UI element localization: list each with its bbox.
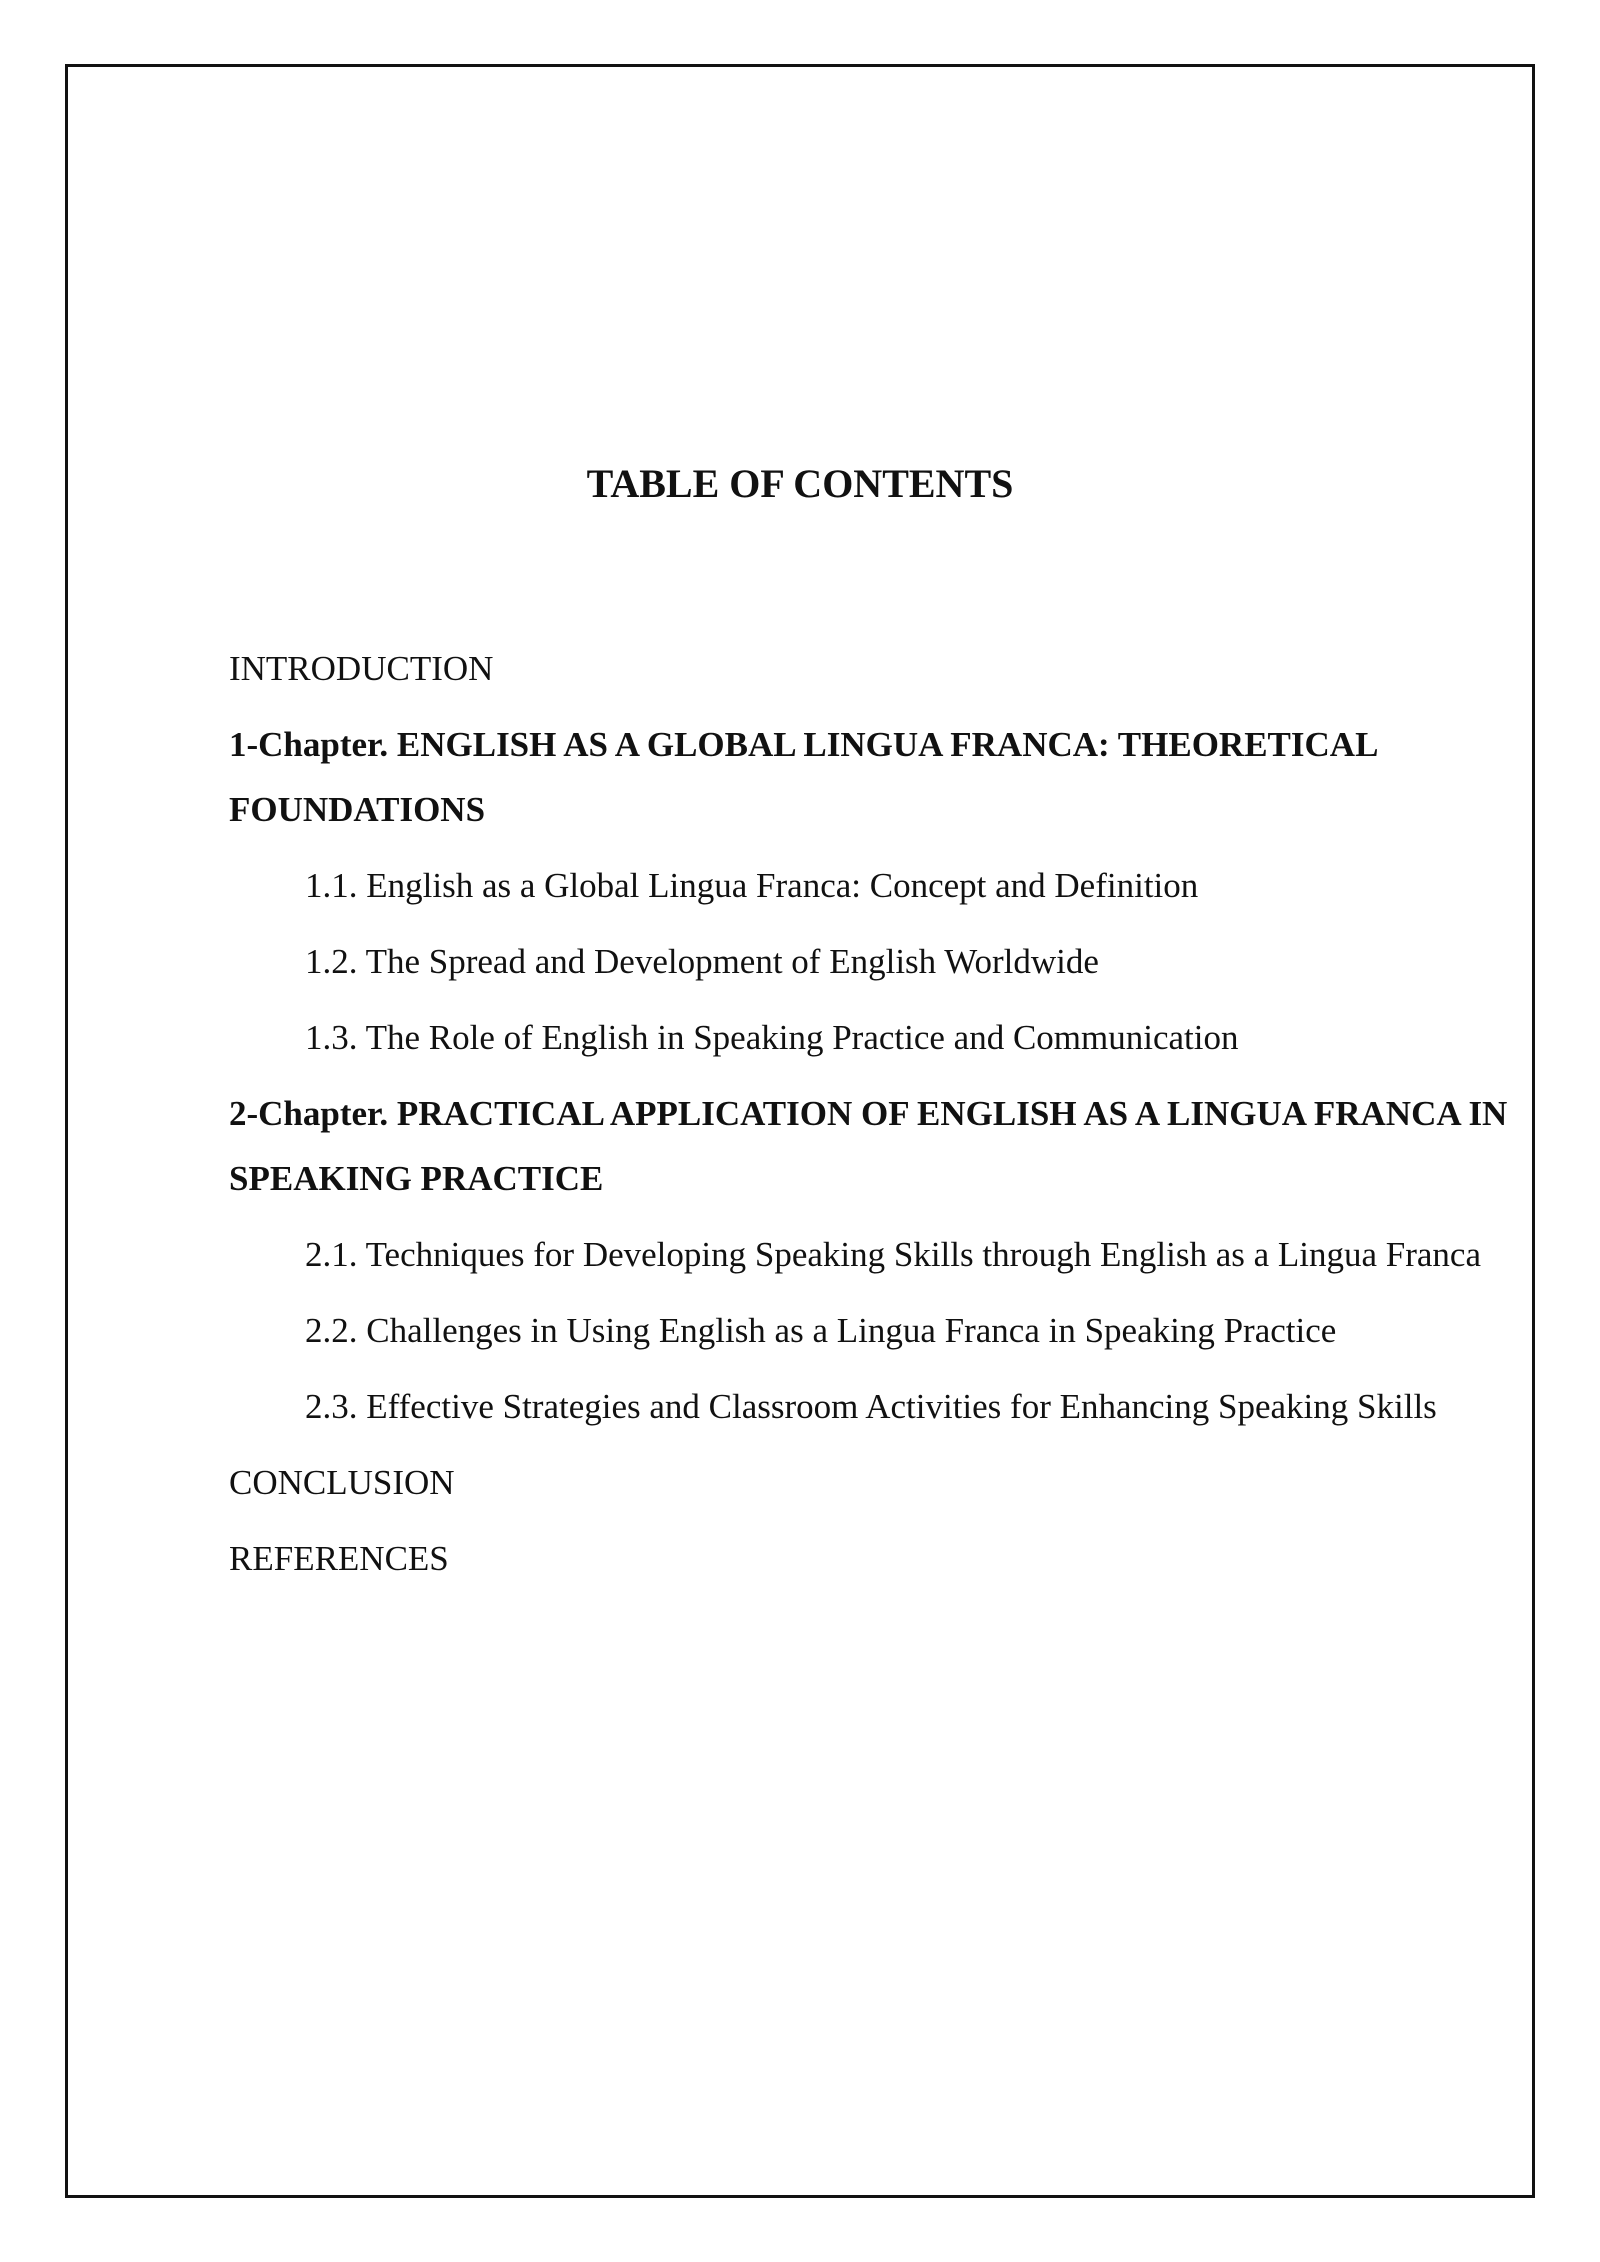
toc-entry-section-2-1: 2.1. Techniques for Developing Speaking Skills through English as a Lingua Franca [305, 1235, 1482, 1274]
toc-entry-section-2-3: 2.3. Effective Strategies and Classroom Activities for Enhancing Speaking Skills [305, 1387, 1437, 1426]
toc-entry-section-1-2: 1.2. The Spread and Development of English Worldwide [305, 942, 1099, 981]
toc-entry-chapter-2: 2-Chapter. PRACTICAL APPLICATION OF ENGLISH AS A LINGUA FRANCA IN SPEAKING PRACTICE [229, 1094, 1508, 1198]
toc-list [229, 636, 1509, 1602]
toc-entry-introduction: INTRODUCTION [229, 649, 494, 688]
toc-entry-references: REFERENCES [229, 1539, 449, 1578]
toc-entry-section-2-2: 2.2. Challenges in Using English as a Lingua Franca in Speaking Practice [305, 1311, 1337, 1350]
toc-entry-section-1-1: 1.1. English as a Global Lingua Franca: Concept and Definition [305, 866, 1199, 905]
toc-title: TABLE OF CONTENTS [586, 461, 1014, 506]
toc-entry-chapter-1: 1-Chapter. ENGLISH AS A GLOBAL LINGUA FRANCA: THEORETICAL FOUNDATIONS [229, 725, 1377, 829]
toc-entry-section-1-3: 1.3. The Role of English in Speaking Practice and Communication [305, 1018, 1239, 1057]
toc-entry-conclusion: CONCLUSION [229, 1463, 455, 1502]
